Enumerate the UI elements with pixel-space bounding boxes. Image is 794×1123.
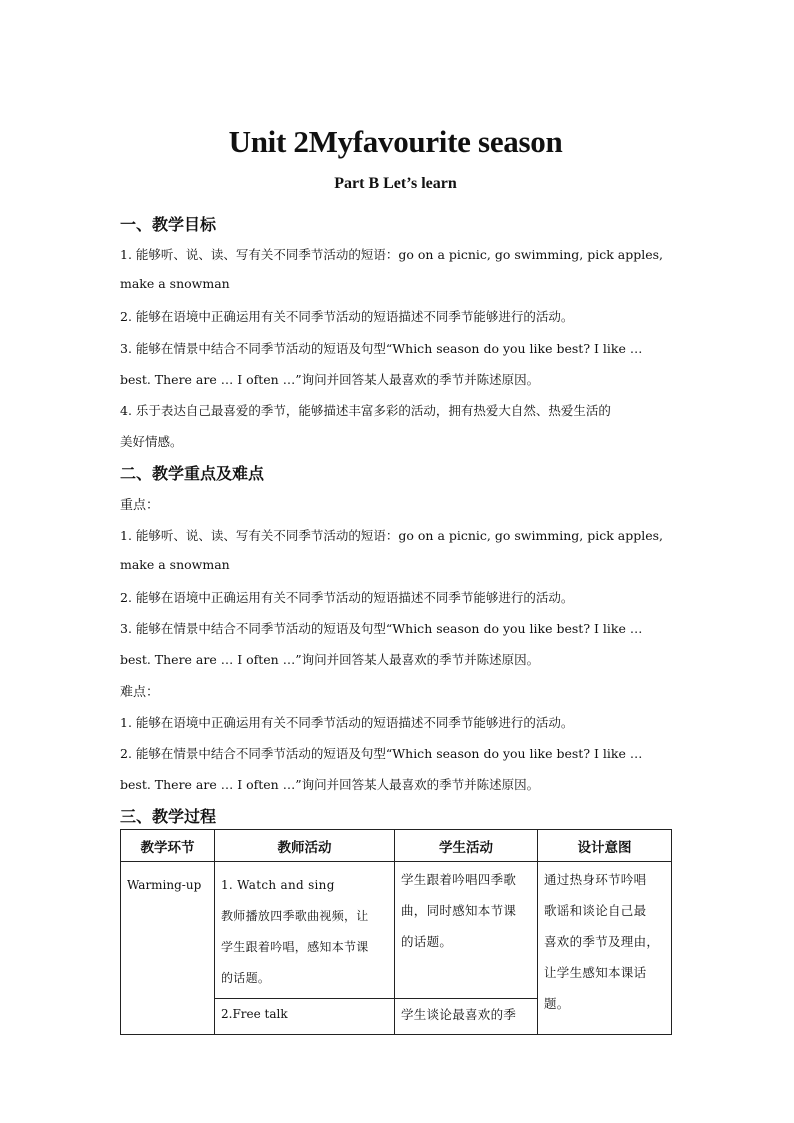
objective-line: best. There are … I often …”询问并回答某人最喜欢的季节并陈述原因。 bbox=[120, 372, 540, 387]
section-heading-key-points: 二、教学重点及难点 bbox=[120, 464, 265, 483]
difficult-point-line: best. There are … I often …”询问并回答某人最喜欢的季节并陈述原因。 bbox=[120, 777, 540, 792]
document-title: Unit 2Myfavourite season bbox=[228, 124, 563, 159]
student-activity-cell bbox=[395, 862, 538, 999]
teaching-process-table bbox=[120, 829, 672, 1035]
design-intent-line: 歌谣和谈论自己最 bbox=[544, 903, 647, 918]
student-activity-line: 曲，同时感知本节课 bbox=[401, 903, 517, 918]
stage-cell bbox=[121, 862, 215, 1035]
objective-line: 3. 能够在情景中结合不同季节活动的短语及句型“Which season do you like best? I like … bbox=[120, 341, 643, 356]
table-header-student: 学生活动 bbox=[395, 830, 538, 862]
table-header-row bbox=[121, 830, 672, 862]
key-point-line: 1. 能够听、说、读、写有关不同季节活动的短语：go on a picnic, go swimming, pick apples, bbox=[120, 528, 663, 543]
objective-line: 4. 乐于表达自己最喜爱的季节，能够描述丰富多彩的活动，拥有热爱大自然、热爱生活的 bbox=[120, 403, 611, 418]
teacher-activity-title: 1. Watch and sing bbox=[221, 878, 335, 892]
table-header-intent: 设计意图 bbox=[538, 830, 672, 862]
difficult-points-label: 难点： bbox=[120, 685, 160, 700]
table-row bbox=[121, 862, 672, 999]
table-header-teacher: 教师活动 bbox=[215, 830, 395, 862]
objective-line: 2. 能够在语境中正确运用有关不同季节活动的短语描述不同季节能够进行的活动。 bbox=[120, 309, 574, 324]
key-points-label: 重点： bbox=[120, 498, 160, 513]
objective-line: 美好情感。 bbox=[120, 434, 183, 449]
student-activity-line: 学生跟着吟唱四季歌 bbox=[401, 872, 517, 887]
design-intent-cell bbox=[538, 862, 672, 1035]
table-header-stage: 教学环节 bbox=[121, 830, 215, 862]
teacher-activity-line: 的话题。 bbox=[221, 971, 271, 985]
section-heading-objectives: 一、教学目标 bbox=[120, 215, 217, 234]
key-point-line: make a snowman bbox=[120, 557, 230, 572]
student-activity-line: 学生谈论最喜欢的季 bbox=[401, 1007, 517, 1022]
section-heading-process: 三、教学过程 bbox=[120, 807, 217, 826]
student-activity-cell bbox=[395, 999, 538, 1035]
teacher-activity-line: 教师播放四季歌曲视频，让 bbox=[221, 909, 369, 923]
difficult-point-line: 1. 能够在语境中正确运用有关不同季节活动的短语描述不同季节能够进行的活动。 bbox=[120, 715, 574, 730]
design-intent-line: 喜欢的季节及理由， bbox=[544, 934, 660, 949]
teacher-activity-title: 2.Free talk bbox=[221, 1007, 288, 1021]
key-point-line: 2. 能够在语境中正确运用有关不同季节活动的短语描述不同季节能够进行的活动。 bbox=[120, 590, 574, 605]
student-activity-line: 的话题。 bbox=[401, 934, 453, 949]
key-point-line: best. There are … I often …”询问并回答某人最喜欢的季节并陈述原因。 bbox=[120, 652, 540, 667]
stage-text: Warming-up bbox=[127, 878, 202, 892]
teacher-activity-cell bbox=[215, 999, 395, 1035]
design-intent-line: 题。 bbox=[544, 996, 570, 1011]
document-subtitle: Part B Let’s learn bbox=[334, 175, 457, 192]
objective-line: 1. 能够听、说、读、写有关不同季节活动的短语：go on a picnic, go swimming, pick apples, bbox=[120, 247, 663, 262]
objective-line: make a snowman bbox=[120, 276, 230, 291]
teacher-activity-line: 学生跟着吟唱，感知本节课 bbox=[221, 940, 369, 954]
key-point-line: 3. 能够在情景中结合不同季节活动的短语及句型“Which season do you like best? I like … bbox=[120, 621, 643, 636]
design-intent-line: 通过热身环节吟唱 bbox=[544, 872, 647, 887]
teacher-activity-cell bbox=[215, 862, 395, 999]
design-intent-line: 让学生感知本课话 bbox=[544, 965, 647, 980]
difficult-point-line: 2. 能够在情景中结合不同季节活动的短语及句型“Which season do you like best? I like … bbox=[120, 746, 643, 761]
